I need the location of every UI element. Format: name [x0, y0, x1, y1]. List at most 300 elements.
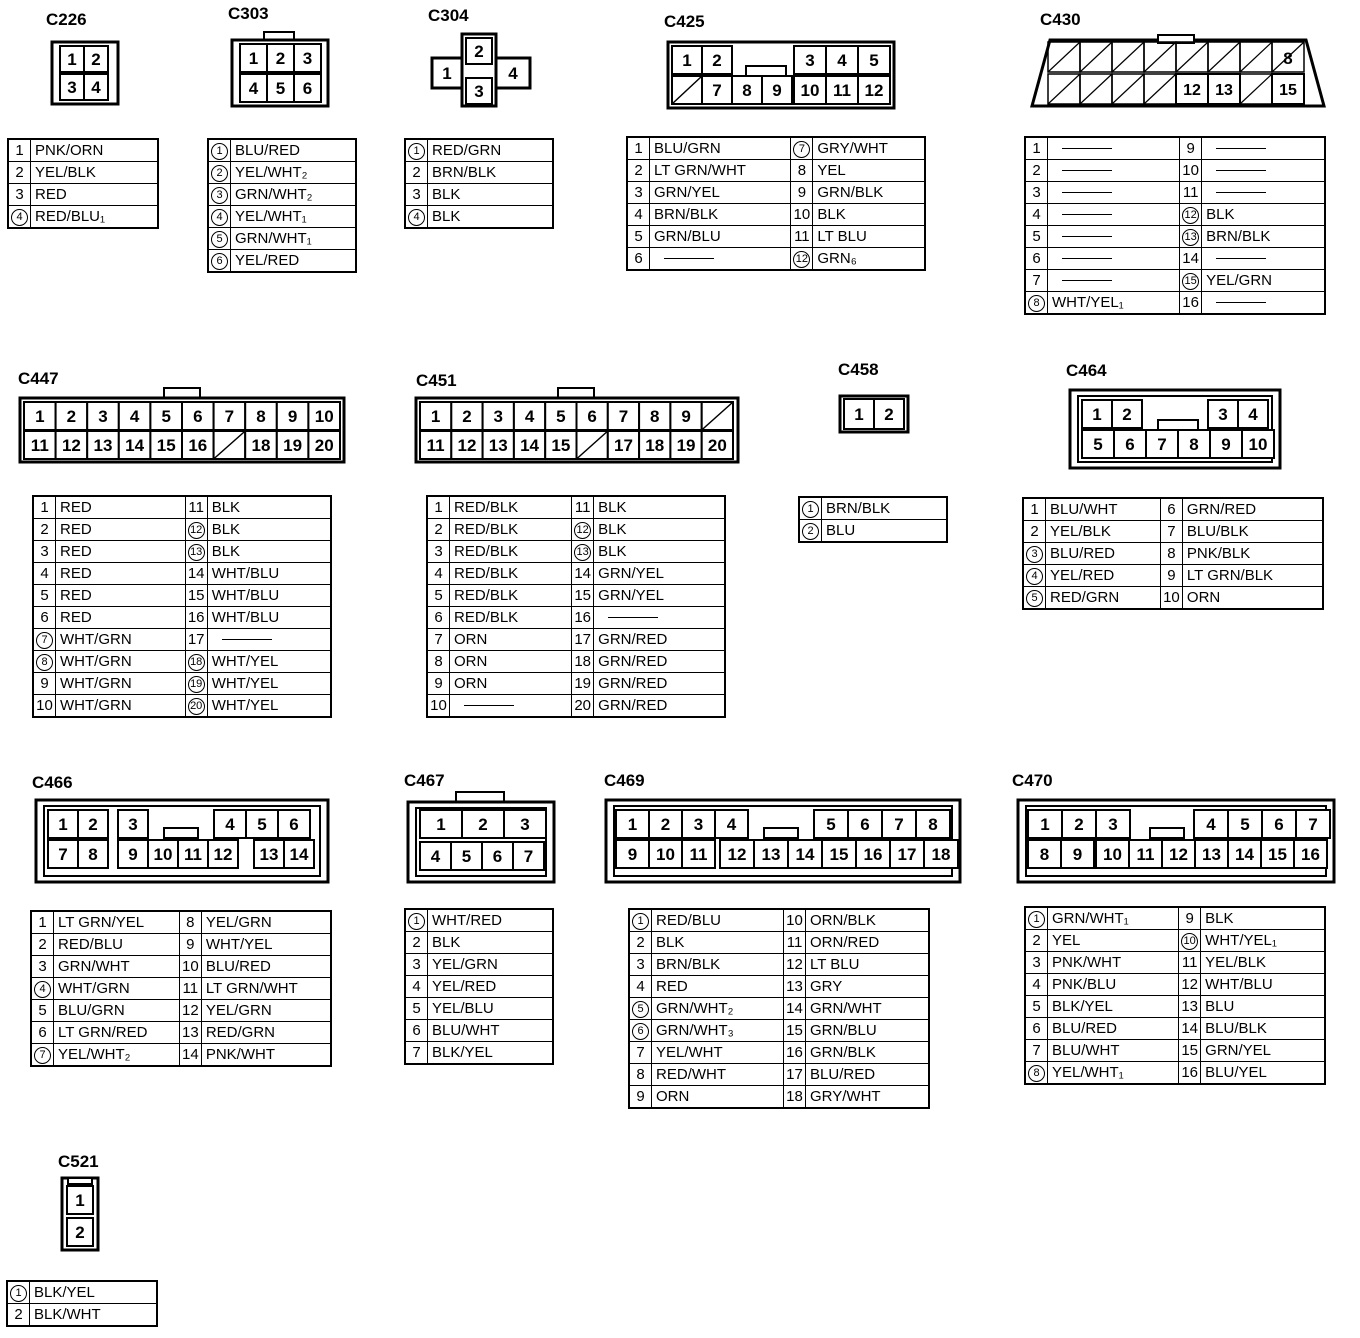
pin-number-cell [1025, 226, 1048, 248]
wire-color-cell [806, 998, 929, 1020]
pin-number: 10 [36, 696, 53, 714]
wire-color-cell [1048, 952, 1179, 974]
unused-pin-dash [608, 617, 658, 618]
pin-number-cell [1160, 587, 1182, 610]
wire-color-cell [31, 162, 159, 184]
cavity-pin-number: 3 [1218, 405, 1228, 425]
pin-number-cell [1179, 974, 1201, 996]
cavity-pin-number: 16 [1301, 845, 1320, 865]
pin-number: 8 [1167, 544, 1176, 562]
cavity-pin-number: 5 [257, 815, 267, 835]
unused-pin-dash [1216, 148, 1266, 149]
pin-number-cell [185, 563, 207, 585]
wire-color: RED [60, 564, 92, 582]
table-row [405, 998, 553, 1020]
pin-number: 13 [181, 1023, 199, 1041]
wire-color: WHT/BLU [211, 564, 280, 582]
table-row [1023, 521, 1323, 543]
cavity-pin-number: 3 [693, 815, 704, 835]
pin-number-cell [427, 541, 450, 563]
cavity-pin-number: 14 [125, 436, 145, 456]
pin-number-cell [185, 651, 207, 673]
table-row [1025, 1040, 1325, 1062]
wire-color: ORN [454, 652, 488, 670]
wire-color: BLU/WHT [1052, 1041, 1120, 1059]
pin-number-cell [31, 911, 54, 934]
wire-color: GRY [810, 977, 843, 995]
wire-color: GRN₆ [817, 249, 857, 267]
pin-number: 11 [786, 933, 803, 951]
pin-number: 5 [434, 586, 443, 604]
c467-connector-face [406, 790, 556, 884]
pin-number-cell [405, 976, 428, 998]
pin-number: 3 [40, 542, 49, 560]
pin-number-cell [179, 911, 201, 934]
wire-color: GRY/WHT [817, 139, 888, 157]
wire-color-cell [1202, 226, 1325, 248]
cavity-pin-number: 8 [256, 407, 266, 427]
circled-pin-number: 13 [188, 544, 205, 561]
pin-number: 9 [636, 1087, 645, 1105]
cavity-pin-number: 9 [128, 845, 138, 865]
wire-color: WHT/GRN [60, 674, 132, 692]
wire-color: RED [60, 586, 92, 604]
wire-color-cell [1046, 587, 1161, 610]
pin-number: 11 [182, 979, 199, 997]
cavity-pin-number: 2 [1122, 405, 1132, 425]
wire-color-cell [652, 909, 784, 932]
c458-connector-face [838, 394, 910, 434]
wire-color: GRN/WHT₁ [1052, 909, 1129, 927]
pin-number-cell [427, 563, 450, 585]
wire-color-cell [450, 541, 572, 563]
c464-pinout-table [1022, 497, 1324, 610]
wire-color: RED [60, 520, 92, 538]
wire-color-cell [1048, 137, 1180, 160]
table-row [629, 976, 929, 998]
circled-pin-number: 7 [793, 141, 810, 158]
table-row [405, 954, 553, 976]
pin-number: 6 [1032, 249, 1041, 267]
pin-number: 9 [1185, 909, 1194, 927]
wire-color-cell [201, 911, 331, 934]
wire-color-cell [650, 226, 791, 248]
pin-number: 3 [1032, 953, 1041, 971]
pin-number: 15 [786, 1021, 803, 1039]
wire-color: RED/BLK [454, 520, 519, 538]
wire-color: GRY/WHT [810, 1087, 881, 1105]
cavity-pin-number: 9 [627, 845, 638, 865]
pin-number-cell [185, 519, 207, 541]
wire-color: BLK [598, 542, 627, 560]
table-row [33, 496, 331, 519]
c466-connector-face [34, 798, 330, 884]
pin-number-cell [1025, 292, 1048, 315]
c226-pinout-table [7, 138, 159, 229]
cavity-pin-number: 2 [462, 407, 472, 427]
pin-number-cell [1160, 498, 1182, 521]
wire-color: YEL/BLK [1205, 953, 1267, 971]
wire-color: RED [60, 542, 92, 560]
cavity-pin-number: 10 [314, 407, 334, 427]
table-row [208, 206, 356, 228]
wire-color-cell [813, 204, 925, 226]
wire-color-cell [650, 160, 791, 182]
wire-color: WHT/YEL [211, 674, 279, 692]
cavity-pin-number: 8 [1283, 49, 1293, 68]
wire-color: WHT/BLU [211, 586, 280, 604]
table-row [31, 956, 331, 978]
pin-number-cell [8, 206, 31, 229]
cavity-pin-number: 16 [863, 845, 883, 865]
wire-color: WHT/BLU [211, 608, 280, 626]
c464-connector-face [1068, 388, 1282, 470]
wire-color: WHT/GRN [60, 630, 132, 648]
wire-color: BLU/GRN [58, 1001, 125, 1019]
wire-color: YEL/BLK [35, 163, 96, 181]
wire-color: BLK [211, 520, 241, 538]
wire-color: BLU/WHT [432, 1021, 500, 1039]
pin-number-cell [791, 137, 813, 160]
table-row [31, 1000, 331, 1022]
wire-color-cell [594, 629, 725, 651]
wire-color-cell [1202, 248, 1325, 270]
wire-color: BLK [432, 207, 461, 225]
wire-color-cell [1202, 182, 1325, 204]
cavity-pin-number: 15 [551, 436, 571, 456]
cavity-pin-number: 2 [1074, 815, 1084, 835]
cavity-pin-number: 4 [508, 64, 518, 83]
table-row [405, 206, 553, 229]
wire-color-cell [30, 1281, 158, 1304]
table-row [8, 206, 158, 229]
pin-number-cell [1179, 907, 1201, 930]
cavity-pin-number: 1 [436, 815, 446, 835]
cavity-pin-number: 3 [67, 78, 77, 98]
cavity-pin-number: 11 [1136, 845, 1155, 865]
c430-connector-title: C430 [1040, 10, 1081, 29]
pin-number: 5 [634, 227, 643, 245]
wire-color-cell [1202, 137, 1325, 160]
wire-color: BLK [211, 498, 241, 516]
table-row [405, 909, 553, 932]
wire-color: BRN/BLK [432, 163, 497, 181]
pin-number: 18 [574, 652, 592, 670]
wire-color-cell [56, 496, 186, 519]
pin-number: 11 [794, 227, 810, 245]
table-row [1025, 1062, 1325, 1085]
circled-pin-number: 4 [1026, 568, 1043, 585]
cavity-pin-number: 5 [556, 407, 566, 427]
wire-color: ORN/RED [810, 933, 880, 951]
cavity-pin-number: 5 [275, 79, 286, 99]
wire-color: GRN/RED [598, 696, 668, 714]
pin-number: 1 [40, 498, 49, 516]
wire-color: GRN/YEL [598, 564, 665, 582]
wire-color-cell [594, 607, 725, 629]
wire-color: YEL/WHT₁ [1052, 1063, 1124, 1081]
wire-color: YEL/WHT₂ [235, 163, 308, 181]
circled-pin-number: 8 [1028, 1065, 1045, 1082]
pin-number-cell [179, 1044, 201, 1067]
wire-color: YEL/GRN [1206, 271, 1272, 289]
pin-number: 5 [1032, 227, 1041, 245]
wire-color: RED/GRN [205, 1023, 275, 1041]
pin-number-cell [791, 182, 813, 204]
c458-pinout-table [798, 496, 948, 543]
cavity-pin-number: 12 [457, 436, 477, 456]
circled-pin-number: 2 [802, 523, 819, 540]
pin-number-cell [427, 519, 450, 541]
wire-color: YEL [817, 161, 846, 179]
cavity-pin-number: 15 [1268, 845, 1287, 865]
cavity-pin-number: 9 [287, 407, 298, 427]
wire-color: LT BLU [817, 227, 867, 245]
pin-number-cell [427, 651, 450, 673]
table-row [629, 1042, 929, 1064]
wire-color: WHT/YEL₁ [1052, 293, 1124, 311]
circled-pin-number: 4 [408, 209, 425, 226]
circled-pin-number: 2 [211, 165, 228, 182]
cavity-pin-number: 18 [251, 436, 271, 456]
pin-number-cell [629, 932, 652, 954]
table-row [8, 162, 158, 184]
circled-pin-number: 5 [211, 231, 228, 248]
pin-number-cell [784, 998, 806, 1020]
wire-color-cell [207, 695, 331, 718]
table-row [1025, 248, 1325, 270]
pin-number: 12 [181, 1001, 199, 1019]
pin-number-cell [427, 496, 450, 519]
unused-pin-dash [664, 258, 714, 259]
pin-number-cell [1180, 204, 1202, 226]
cavity-pin-number: 11 [833, 81, 851, 101]
cavity-pin-number: 15 [829, 845, 849, 865]
pin-number: 2 [636, 933, 645, 951]
cavity-pin-number: 11 [689, 845, 708, 865]
wire-color-cell [56, 695, 186, 718]
wire-color-cell [1048, 226, 1180, 248]
wire-color-cell [450, 695, 572, 718]
wire-color: BLK [817, 205, 846, 223]
wire-color-cell [652, 976, 784, 998]
circled-pin-number: 20 [188, 698, 205, 715]
circled-pin-number: 19 [188, 676, 205, 693]
pin-number-cell [791, 204, 813, 226]
table-row [1025, 996, 1325, 1018]
wire-color-cell [30, 1304, 158, 1327]
table-row [1025, 160, 1325, 182]
circled-pin-number: 13 [574, 544, 591, 561]
wire-color: GRN/YEL [654, 183, 720, 201]
wire-color: BRN/BLK [654, 205, 719, 223]
cavity-pin-number: 4 [225, 815, 235, 835]
wire-color-cell [231, 206, 357, 228]
cavity-pin-number: 3 [474, 82, 484, 102]
locking-tab [164, 828, 198, 838]
wire-color-cell [201, 1044, 331, 1067]
pin-number-cell [33, 541, 56, 563]
pin-number-cell [1180, 270, 1202, 292]
pin-number-cell [33, 519, 56, 541]
cavity-pin-number: 15 [1279, 81, 1297, 99]
c451-connector-face [414, 386, 740, 464]
wire-color: RED/GRN [432, 141, 502, 159]
pin-number-cell [185, 585, 207, 607]
pin-number: 2 [634, 161, 643, 179]
pin-number: 3 [1032, 183, 1041, 201]
wire-color: LT GRN/RED [58, 1023, 148, 1041]
cavity-pin-number: 9 [1221, 435, 1231, 455]
unused-pin-dash [1062, 170, 1112, 171]
wire-color-cell [1201, 930, 1325, 952]
pin-number-cell [8, 184, 31, 206]
wire-color-cell [54, 1022, 180, 1044]
wire-color: YEL/BLU [432, 999, 494, 1017]
circled-pin-number: 1 [408, 143, 425, 160]
wire-color-cell [1048, 907, 1179, 930]
wire-color-cell [207, 519, 331, 541]
wire-color-cell [652, 1086, 784, 1109]
pin-number-cell [33, 695, 56, 718]
cavity-pin-number: 14 [289, 845, 309, 865]
table-row [405, 139, 553, 162]
wire-color: YEL/RED [432, 977, 497, 995]
pin-number-cell [179, 956, 201, 978]
pin-number-cell [572, 629, 594, 651]
pin-number: 1 [1032, 139, 1041, 157]
cavity-pin-number: 13 [1215, 81, 1233, 99]
pin-number-cell [1180, 292, 1202, 315]
c447-connector-face [18, 386, 346, 464]
wire-color-cell [806, 1020, 929, 1042]
cavity-pin-number: 4 [524, 407, 535, 427]
wire-color-cell [428, 998, 554, 1020]
wire-color-cell [450, 519, 572, 541]
wire-color-cell [201, 956, 331, 978]
cavity-pin-number: 6 [587, 407, 597, 427]
cavity-pin-number: 6 [1274, 815, 1284, 835]
unused-pin-dash [1062, 258, 1112, 259]
wire-color-cell [1182, 498, 1323, 521]
cavity-pin-number: 2 [275, 49, 286, 69]
table-row [405, 932, 553, 954]
unused-pin-dash [1216, 192, 1266, 193]
wire-color-cell [428, 184, 554, 206]
pin-number-cell [1025, 1040, 1048, 1062]
circled-pin-number: 4 [34, 981, 51, 998]
pin-number: 2 [1030, 522, 1039, 540]
wire-color-cell [428, 139, 554, 162]
table-row [33, 695, 331, 718]
unused-pin-dash [1062, 280, 1112, 281]
unused-pin-dash [1216, 302, 1266, 303]
cavity-pin-number: 18 [931, 845, 951, 865]
table-row [31, 911, 331, 934]
wire-color: BLU/GRN [654, 139, 721, 157]
cavity-pin-number: 5 [461, 847, 472, 867]
wire-color-cell [1048, 996, 1179, 1018]
pin-number-cell [185, 541, 207, 563]
pin-number: 2 [14, 1305, 23, 1323]
pin-number-cell [185, 629, 207, 651]
circled-pin-number: 7 [34, 1047, 51, 1064]
pin-number-cell [1160, 543, 1182, 565]
pin-number-cell [572, 585, 594, 607]
wire-color-cell [428, 1042, 554, 1065]
pin-number: 12 [786, 955, 803, 973]
wire-color: RED/BLK [454, 498, 519, 516]
table-row [427, 496, 725, 519]
pin-number-cell [1180, 182, 1202, 204]
table-row [33, 651, 331, 673]
wire-color: BLU/RED [235, 141, 301, 159]
c470-pinout-table [1024, 906, 1326, 1085]
wire-color-cell [450, 585, 572, 607]
pin-number: 16 [187, 608, 205, 626]
pin-number: 6 [38, 1023, 47, 1041]
pin-number-cell [31, 978, 54, 1000]
pin-number-cell [31, 934, 54, 956]
wire-color: GRN/YEL [598, 586, 665, 604]
table-row [799, 520, 947, 543]
wire-color: GRN/RED [598, 674, 668, 692]
wire-color-cell [201, 934, 331, 956]
cavity-pin-number: 13 [761, 845, 781, 865]
cavity-pin-number: 1 [67, 50, 77, 70]
pin-number: 14 [1182, 249, 1199, 267]
cavity-pin-number: 3 [493, 407, 503, 427]
pin-number: 11 [1181, 953, 1198, 971]
cavity-pin-number: 13 [1202, 845, 1221, 865]
pin-number-cell [33, 673, 56, 695]
cavity-pin-number: 6 [860, 815, 870, 835]
table-row [1023, 587, 1323, 610]
wire-color-cell [822, 520, 948, 543]
pin-number-cell [405, 909, 428, 932]
cavity-pin-number: 14 [520, 436, 540, 456]
pin-number: 2 [1032, 161, 1041, 179]
cavity-pin-number: 10 [153, 845, 173, 865]
wire-color: GRN/RED [1186, 500, 1257, 518]
cavity-pin-number: 10 [800, 81, 820, 101]
table-row [627, 160, 925, 182]
pin-number: 1 [634, 139, 643, 157]
cavity-pin-number: 5 [869, 51, 879, 71]
wire-color-cell [1048, 292, 1180, 315]
pin-number-cell [1025, 1018, 1048, 1040]
wire-color-cell [56, 541, 186, 563]
pin-number: 8 [797, 161, 807, 179]
wire-color-cell [1048, 160, 1180, 182]
pin-number-cell [405, 139, 428, 162]
c521-connector-face [60, 1176, 100, 1252]
cavity-pin-number: 7 [1157, 435, 1167, 455]
table-row [208, 139, 356, 162]
unused-pin-dash [222, 639, 272, 640]
cavity-pin-number: 11 [426, 436, 445, 456]
wire-color-cell [652, 1020, 784, 1042]
table-row [33, 673, 331, 695]
pin-number-cell [572, 651, 594, 673]
circled-pin-number: 7 [36, 632, 53, 649]
wire-color: BLK/YEL [34, 1283, 95, 1301]
table-row [33, 563, 331, 585]
pin-number-cell [427, 607, 450, 629]
pin-number: 18 [786, 1087, 803, 1105]
pin-number-cell [572, 673, 594, 695]
locking-tab [68, 1178, 92, 1184]
